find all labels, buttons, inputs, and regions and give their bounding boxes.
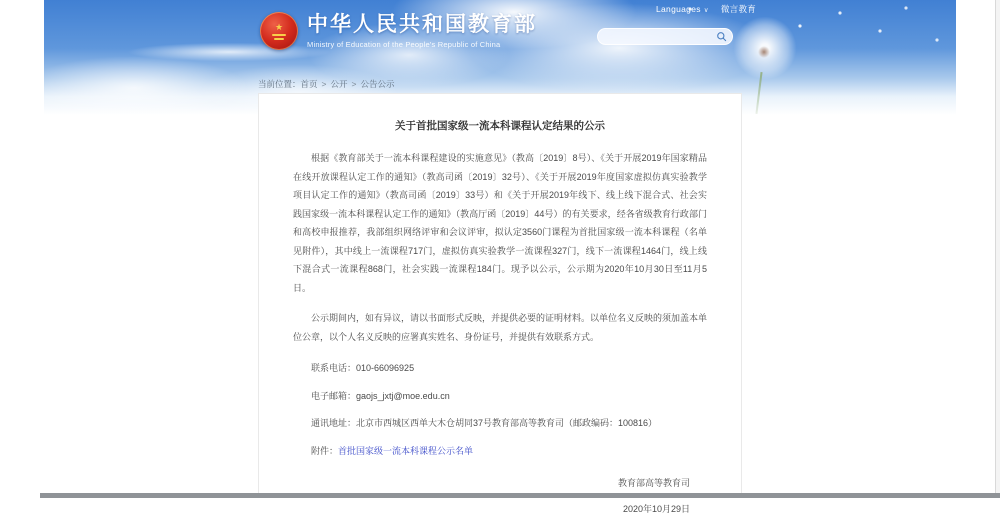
site-title-en: Ministry of Education of the People's Republic of China [307,40,501,49]
contact-value: 北京市西城区西单大木仓胡同37号教育部高等教育司（邮政编码：100816） [356,418,658,428]
languages-dropdown[interactable] [656,4,709,14]
site-brand[interactable] [260,12,537,50]
emblem-detail [274,38,284,40]
contact-label: 电子邮箱： [311,390,357,401]
article-paragraph: 根据《教育部关于一流本科课程建设的实施意见》（教高〔2019〕8号）、《关于开展2019年国家精品在线开放课程认定工作的通知》（教高司函〔2019〕32号）、《关于开展2019年度国家虚拟仿真实验教学项目认定工作的通知》（教高司函〔2019〕33号）和《关于开展2019年线下、线上线下混合式、社会实践国家级一流本科课程认定工作的通知》（教高厅函〔2019〕44号）的有关要求，经各省级教育行政部门和高校申报推荐，我部组织网络评审和会议评审，拟认定3560门课程为首批国家级一流本科课程（名单见附件），其中线上一流课程717门，虚拟仿真实验教学一流课程327门，线下一流课程1464门，线上线下混合式一流课程868门，社会实践一流课程184门。现予以公示，公示期为2020年10月30日至11月5日。 [293,153,707,293]
search-input[interactable] [598,29,716,44]
breadcrumb-item-gongkai[interactable]: 公开 [330,79,348,89]
footer-divider [40,493,1000,498]
breadcrumb-separator: > [321,79,327,89]
article-paragraph: 公示期间内，如有异议，请以书面形式反映，并提供必要的证明材料。以单位名义反映的须加盖本单位公章，以个人名义反映的应署真实姓名、身份证号，并提供有效联系方式。 [293,313,708,342]
publish-date: 2020年10月29日 [622,504,690,514]
search-box [597,28,733,45]
brand-text [307,12,537,49]
breadcrumb-separator: > [351,79,357,89]
star-icon: ★ [274,21,284,32]
languages-label: Languages [656,4,701,14]
breadcrumb-item-current: 公告公示 [360,79,395,89]
breadcrumb-prefix: 当前位置： [258,79,301,89]
page [44,0,956,514]
signer: 教育部高等教育司 [617,478,690,488]
article-title: 关于首批国家级一流本科课程认定结果的公示 [395,120,605,132]
attachment-label: 附件： [311,445,339,456]
breadcrumb-item-home[interactable]: 首页 [300,79,318,89]
search-icon[interactable] [716,31,727,42]
scrollbar[interactable] [995,0,1000,498]
dandelion-icon [755,72,762,114]
contact-address-row [293,414,707,433]
contact-value: 010-66096925 [356,363,415,373]
breadcrumb [258,78,395,90]
contact-label: 联系电话： [311,363,357,373]
contact-phone-row [293,359,707,378]
article-card [258,93,742,514]
contact-value: gaojs_jxtj@moe.edu.cn [356,390,450,401]
weiyan-education-link[interactable]: 微言教育 [720,4,757,14]
national-emblem-icon [260,12,298,50]
attachment-row [293,442,707,461]
emblem-detail [272,34,286,36]
attachment-link[interactable]: 首批国家级一流本科课程公示名单 [338,445,474,456]
chevron-down-icon: ∨ [703,7,709,14]
site-title: 中华人民共和国教育部 [307,13,537,36]
contact-email-row [293,387,707,406]
header-top-links [656,3,756,15]
contact-label: 通讯地址： [311,418,357,428]
